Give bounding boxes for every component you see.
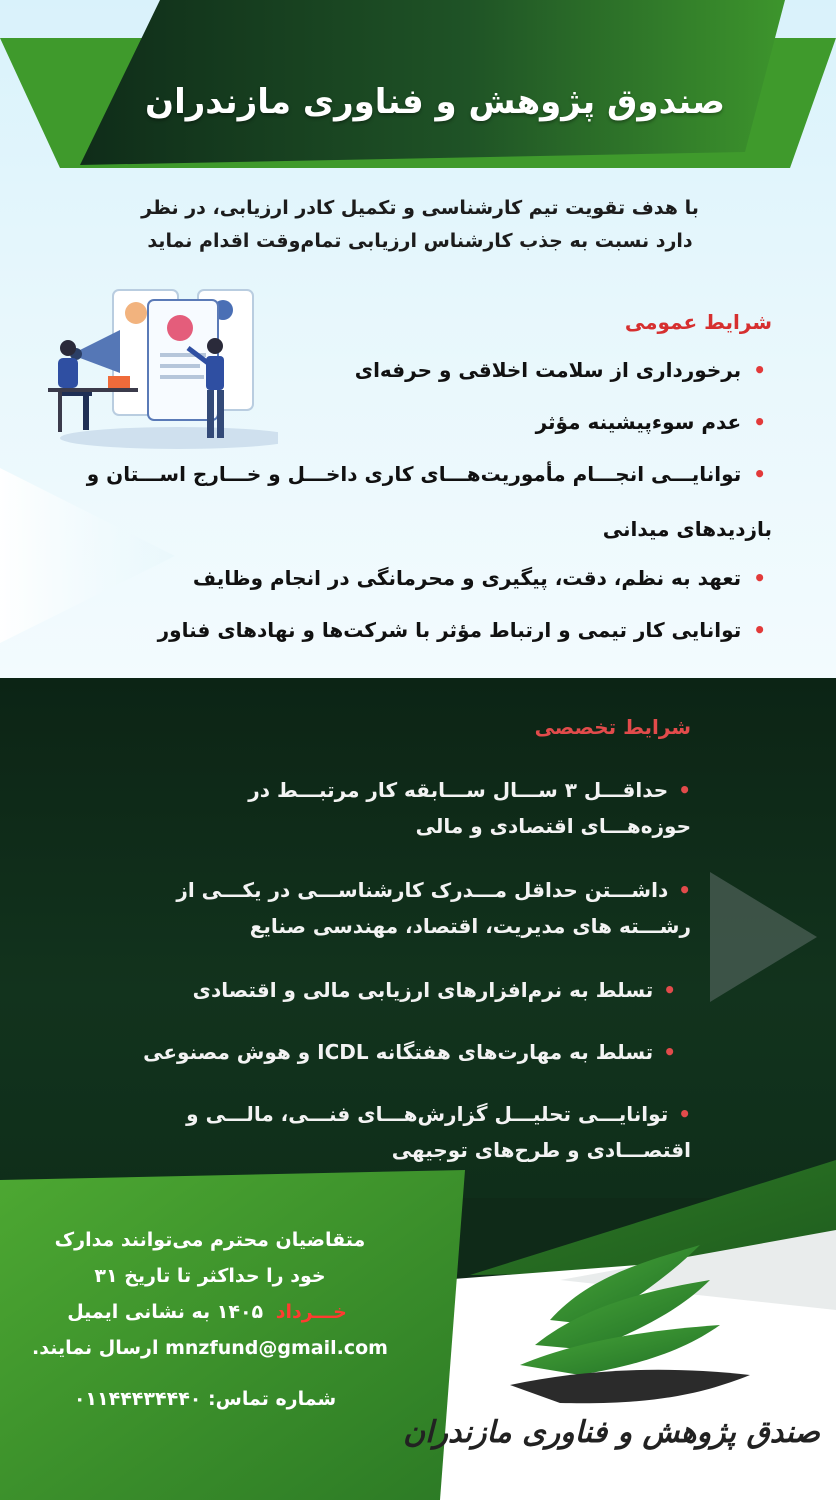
decorative-chevron-left bbox=[0, 468, 180, 643]
general-condition-item: •برخورداری از سلامت اخلاقی و حرفه‌ای bbox=[354, 358, 766, 382]
special-condition-item: •حداقـــل ۳ ســـال ســـابقه کار مرتبـــط در حوزه‌هـــای اقتصادی و مالی bbox=[248, 778, 691, 838]
bullet-icon: • bbox=[753, 566, 766, 590]
intro-paragraph: با هدف تقویت تیم کارشناسی و تکمیل کادر ارزیابی، در نظر دارد نسبت به جذب کارشناس ارزیابی تمام‌وقت اقدام نماید bbox=[141, 197, 699, 252]
general-condition-item: •توانایـــی انجـــام مأموریت‌هـــای کاری داخـــل و خـــارج اســـتان و bbox=[86, 462, 766, 486]
decorative-play-triangle bbox=[705, 872, 820, 1002]
general-condition-item: •توانایی کار تیمی و ارتباط مؤثر با شرکت‌ها و نهادهای فناور bbox=[157, 618, 766, 642]
general-conditions-heading: شرایط عمومی bbox=[624, 310, 772, 334]
deadline-month: خـــرداد bbox=[275, 1301, 347, 1323]
bullet-icon: • bbox=[753, 358, 766, 382]
instructions-line: خـــرداد ۱۴۰۵ به نشانی ایمیل bbox=[67, 1301, 347, 1323]
bullet-icon: • bbox=[753, 462, 766, 486]
general-condition-item-continued: بازدیدهای میدانی bbox=[602, 517, 772, 541]
special-condition-item: •تسلط به مهارت‌های هفتگانه ICDL و هوش مصنوعی bbox=[143, 1040, 676, 1064]
bullet-icon: • bbox=[663, 1040, 676, 1064]
instructions-line: خود را حداکثر تا تاریخ ۳۱ bbox=[94, 1265, 326, 1287]
special-condition-item: •تسلط به نرم‌افزارهای ارزیابی مالی و اقتصادی bbox=[192, 978, 676, 1002]
special-condition-item: •داشـــتن حداقل مـــدرک کارشناســـی در یکـــی از رشـــته های مدیریت، اقتصاد، مهندسی صنایع bbox=[176, 878, 691, 938]
instructions-line: متقاضیان محترم می‌توانند مدارک bbox=[54, 1229, 366, 1251]
bullet-icon: • bbox=[678, 1102, 691, 1126]
fund-logo-icon bbox=[500, 1235, 770, 1410]
recruitment-illustration bbox=[28, 278, 278, 450]
application-instructions bbox=[30, 1222, 390, 1366]
page-title: صندوق پژوهش و فناوری مازندران bbox=[145, 82, 725, 122]
contact-phone: شماره تماس: ۰۱۱۴۴۴۳۴۴۴۰ bbox=[73, 1388, 337, 1410]
bullet-icon: • bbox=[753, 410, 766, 434]
bullet-icon: • bbox=[753, 618, 766, 642]
general-condition-item: •تعهد به نظم، دقت، پیگیری و محرمانگی در انجام وظایف bbox=[192, 566, 766, 590]
bullet-icon: • bbox=[678, 778, 691, 802]
bullet-icon: • bbox=[663, 978, 676, 1002]
special-conditions-heading: شرایط تخصصی bbox=[534, 715, 691, 739]
fund-logo-text: صندق پژوهش و فناوری مازندران bbox=[403, 1415, 820, 1450]
general-condition-item: •عدم سوءپیشینه مؤثر bbox=[535, 410, 766, 434]
email-line: mnzfund@gmail.com ارسال نمایند. bbox=[32, 1337, 388, 1359]
bullet-icon: • bbox=[678, 878, 691, 902]
special-condition-item: •توانایـــی تحلیـــل گزارش‌هـــای فنـــی، مالـــی و اقتصـــادی و طرح‌های توجیهی bbox=[186, 1102, 691, 1162]
